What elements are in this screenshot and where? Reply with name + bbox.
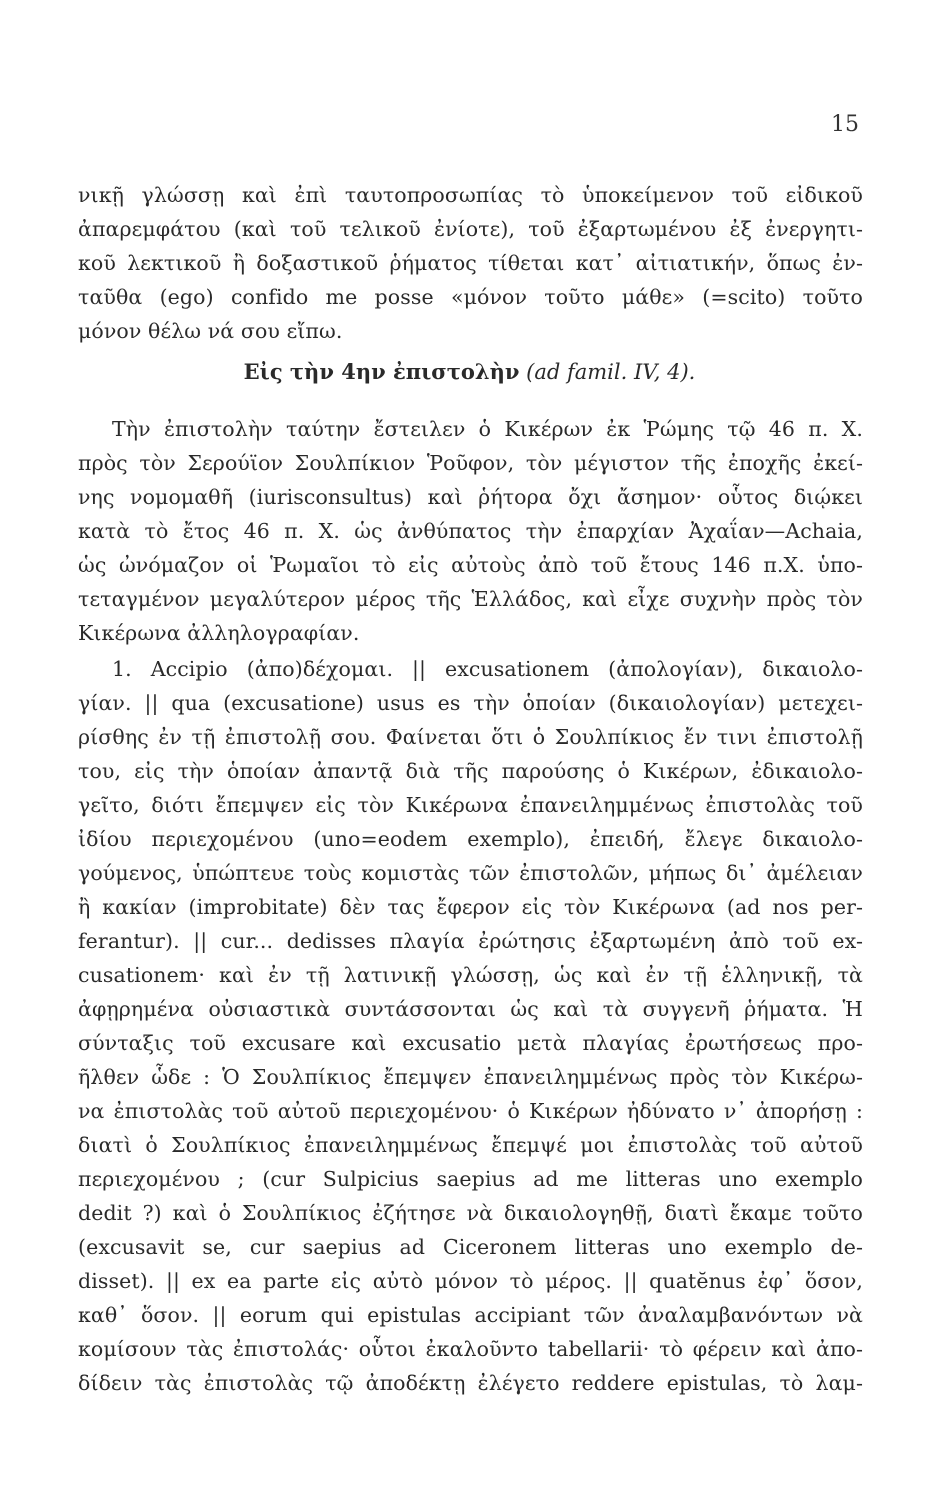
text-line: καθ᾽ ὅσον. || eorum qui epistulas accipiant τῶν ἀναλαμβανόντων νὰ: [78, 1303, 863, 1327]
heading-reference: (ad famil. IV, 4).: [526, 360, 696, 384]
text-line: Κικέρωνα ἀλληλογραφίαν.: [78, 621, 360, 645]
text-line: κοῦ λεκτικοῦ ἢ δοξαστικοῦ ῥήματος τίθεται κατ᾽ αἰτιατικήν, ὅπως ἐν-: [78, 251, 863, 275]
text-line: ῆλθεν ὧδε : Ὁ Σουλπίκιος ἔπεμψεν ἐπανειλημμένως πρὸς τὸν Κικέρω-: [78, 1065, 863, 1089]
text-line: ἰδίου περιεχομένου (uno=eodem exemplo), ἐπειδή, ἔλεγε δικαιολο-: [78, 827, 863, 851]
text-line: τεταγμένον μεγαλύτερον μέρος τῆς Ἑλλάδος, καὶ εἶχε συχνὴν πρὸς τὸν: [78, 587, 863, 611]
text-line: Τὴν ἐπιστολὴν ταύτην ἔστειλεν ὁ Κικέρων ἐκ Ῥώμης τῷ 46 π. Χ.: [112, 417, 863, 441]
text-line: ἀφῃρημένα οὐσιαστικὰ συντάσσονται ὡς καὶ τὰ συγγενῆ ῥήματα. Ἡ: [78, 997, 863, 1021]
text-line: σύνταξις τοῦ excusare καὶ excusatio μετὰ πλαγίας ἐρωτήσεως προ-: [78, 1031, 863, 1055]
text-line: κομίσουν τὰς ἐπιστολάς· οὗτοι ἐκαλοῦντο tabellarii· τὸ φέρειν καὶ ἀπο-: [78, 1337, 863, 1361]
text-line: disset). || ex ea parte εἰς αὐτὸ μόνον τὸ μέρος. || quatĕnus ἐφ᾽ ὅσον,: [78, 1269, 863, 1293]
page-number: 15: [831, 112, 859, 137]
text-line: γούμενος, ὑπώπτευε τοὺς κομιστὰς τῶν ἐπιστολῶν, μήπως δι᾽ ἀμέλειαν: [78, 861, 863, 885]
text-line: ἢ κακίαν (improbitate) δὲν τας ἔφερον εἰς τὸν Κικέρωνα (ad nos per-: [78, 895, 863, 919]
text-line: περιεχομένου ; (cur Sulpicius saepius ad me litteras uno exemplo: [78, 1167, 863, 1191]
text-line: δίδειν τὰς ἐπιστολὰς τῷ ἀποδέκτῃ ἐλέγετο reddere epistulas, τὸ λαμ-: [78, 1371, 863, 1395]
text-line: 1. Accipio (ἀπο)δέχομαι. || excusationem (ἀπολογίαν), δικαιολο-: [112, 657, 863, 681]
text-line: μόνον θέλω νά σου εἴπω.: [78, 319, 343, 343]
text-line: νικῇ γλώσσῃ καὶ ἐπὶ ταυτοπροσωπίας τὸ ὑποκείμενον τοῦ εἰδικοῦ: [78, 183, 863, 207]
text-line: (excusavit se, cur saepius ad Ciceronem litteras uno exemplo de-: [78, 1235, 863, 1259]
text-line: ferantur). || cur... dedisses πλαγία ἐρώτησις ἐξαρτωμένη ἀπὸ τοῦ ex-: [78, 929, 863, 953]
text-line: πρὸς τὸν Σερούϊον Σουλπίκιον Ῥοῦφον, τὸν μέγιστον τῆς ἐποχῆς ἐκεί-: [78, 451, 863, 475]
text-line: γίαν. || qua (excusatione) usus es τὴν ὁποίαν (δικαιολογίαν) μετεχει-: [78, 691, 863, 715]
text-line: dedit ?) καὶ ὁ Σουλπίκιος ἐζήτησε νὰ δικαιολογηθῇ, διατὶ ἔκαμε τοῦτο: [78, 1201, 863, 1225]
text-line: να ἐπιστολὰς τοῦ αὐτοῦ περιεχομένου· ὁ Κικέρων ἠδύνατο ν᾽ ἀπορήσῃ :: [78, 1099, 863, 1123]
text-line: διατὶ ὁ Σουλπίκιος ἐπανειλημμένως ἔπεμψέ μοι ἐπιστολὰς τοῦ αὐτοῦ: [78, 1133, 863, 1157]
text-line: νης νομομαθῆ (iurisconsultus) καὶ ῥήτορα ὄχι ἄσημον· οὗτος διῴκει: [78, 485, 863, 509]
text-line: cusationem· καὶ ἐν τῇ λατινικῇ γλώσσῃ, ὡς καὶ ἐν τῇ ἑλληνικῇ, τὰ: [78, 963, 863, 987]
text-line: ταῦθα (ego) confido me posse «μόνον τοῦτο μάθε» (=scito) τοῦτο: [78, 285, 863, 309]
heading-title: Εἰς τὴν 4ην ἐπιστολὴν: [243, 359, 520, 384]
text-line: ὡς ὠνόμαζον οἱ Ῥωμαῖοι τὸ εἰς αὐτοὺς ἀπὸ τοῦ ἔτους 146 π.Χ. ὑπο-: [78, 553, 863, 577]
text-line: γεῖτο, διότι ἔπεμψεν εἰς τὸν Κικέρωνα ἐπανειλημμένως ἐπιστολὰς τοῦ: [78, 793, 863, 817]
section-heading: [0, 357, 939, 387]
text-line: ρίσθης ἐν τῇ ἐπιστολῇ σου. Φαίνεται ὅτι ὁ Σουλπίκιος ἔν τινι ἐπιστολῇ: [78, 725, 863, 749]
text-line: κατὰ τὸ ἔτος 46 π. Χ. ὡς ἀνθύπατος τὴν ἐπαρχίαν Ἀχαΐαν—Achaia,: [78, 519, 863, 543]
text-line: του, εἰς τὴν ὁποίαν ἀπαντᾷ διὰ τῆς παρούσης ὁ Κικέρων, ἐδικαιολο-: [78, 759, 863, 783]
text-line: ἀπαρεμφάτου (καὶ τοῦ τελικοῦ ἐνίοτε), τοῦ ἐξαρτωμένου ἐξ ἐνεργητι-: [78, 217, 863, 241]
